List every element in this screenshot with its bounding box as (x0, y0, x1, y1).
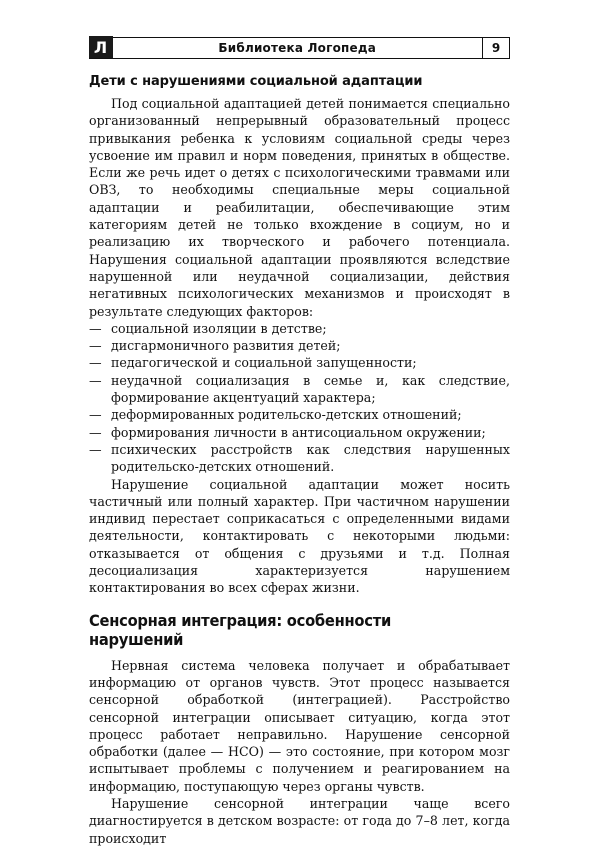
paragraph-sensory-1: Нервная система человека получает и обрабатывает информацию от органов чувств. Этот процесс называется сенсорной обработкой (интеграцией). Расстройство сенсорной интеграции описывает ситуацию, когда этот процесс работает неправильно. Нарушение сенсорной обработки (далее — НСО) — это состояние, при котором мозг испытывает проблемы с получением и реагированием на информацию, поступающую через органы чувств. (89, 657, 510, 794)
list-item: — формирования личности в антисоциальном окружении; (89, 424, 510, 441)
list-item: — деформированных родительско-детских отношений; (89, 406, 510, 423)
list-item: — неудачной социализация в семье и, как следствие, формирование акцентуаций характера; (89, 372, 510, 407)
series-logo: Л (89, 36, 113, 58)
paragraph-sensory-2: Нарушение сенсорной интеграции чаще всего диагностируется в детском возрасте: от года до 7–8 лет, когда происходит (89, 795, 510, 846)
paragraph-closing: Нарушение социальной адаптации может носить частичный или полный характер. При частичном нарушении индивид перестает соприкасаться с определенными видами деятельности, контактировать с некоторыми людьми: отказывается от общения с друзьями и т.д. Полная десоциализация характеризуется нарушением контактирования во всех сферах жизни. (89, 476, 510, 596)
series-title: Библиотека Логопеда (218, 41, 377, 55)
factors-list (89, 320, 510, 476)
section-heading-social-adaptation: Дети с нарушениями социальной адаптации (89, 74, 423, 89)
section-heading-sensory-integration: Сенсорная интеграция: особенности нарушений (89, 610, 391, 649)
running-header (89, 37, 510, 59)
list-item: — педагогической и социальной запущенности; (89, 354, 510, 371)
list-item: — социальной изоляции в детстве; (89, 320, 510, 337)
page-body (89, 74, 510, 847)
paragraph-intro: Под социальной адаптацией детей понимается специально организованный непрерывный образовательный процесс привыкания ребенка к условиям социальной среды через усвоение им правил и норм поведения, принятых в обществе. Если же речь идет о детях с психологическими травмами или ОВЗ, то необходимы специальные меры социальной адаптации и реабилитации, обеспечивающие этим категориям детей не только вхождение в социум, но и реализацию их творческого и рабочего потенциала. Нарушения социальной адаптации проявляются вследствие нарушенной или неудачной социализации, действия негативных психологических механизмов и происходят в результате следующих факторов: (89, 96, 510, 319)
list-item: — психических расстройств как следствия нарушенных родительско-детских отношений. (89, 441, 510, 476)
page-number: 9 (482, 38, 509, 58)
list-item: — дисгармоничного развития детей; (89, 337, 510, 354)
